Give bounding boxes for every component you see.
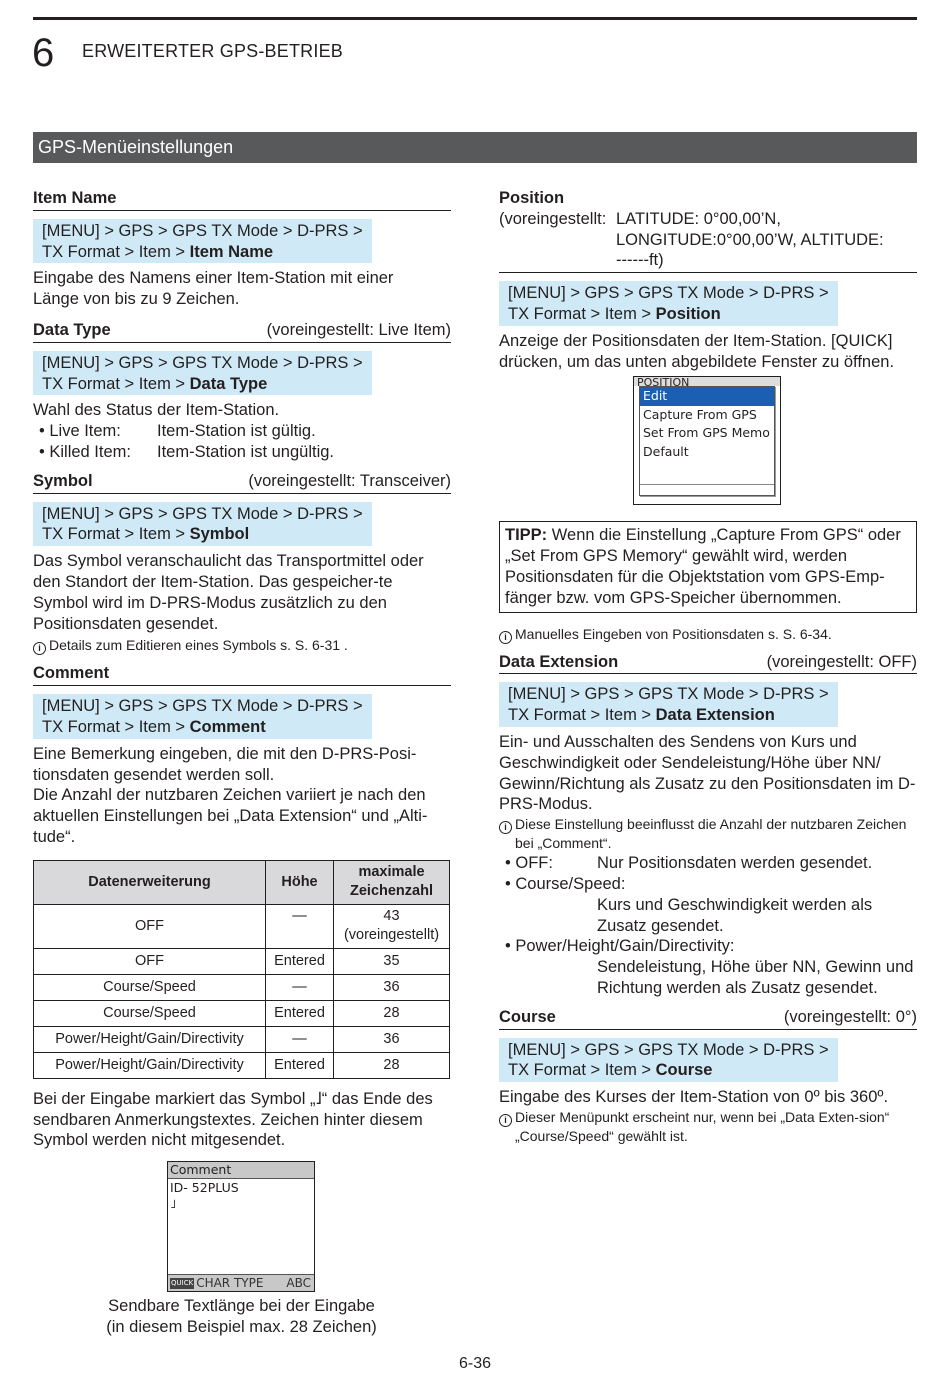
- right-column: [499, 188, 917, 1146]
- chapter-number: 6: [32, 31, 55, 75]
- data-type-title: Data Type: [33, 320, 111, 339]
- end-symbol: ˩: [315, 1089, 322, 1108]
- item-name-heading: [33, 188, 451, 211]
- data-type-option: • Killed Item: Item-Station ist ungültig.: [39, 442, 335, 461]
- symbol-note: i Details zum Editieren eines Symbols s. S. 6-31 .: [33, 636, 451, 655]
- course-title: Course: [499, 1007, 556, 1026]
- data-type-menu-path: [MENU] > GPS > GPS TX Mode > D-PRS > TX Format > Item > Data Type: [33, 351, 372, 396]
- table-row: OFF Entered 35: [34, 948, 450, 974]
- table-row: Course/Speed — 36: [34, 974, 450, 1000]
- symbol-default: (voreingestellt: Transceiver): [248, 471, 451, 490]
- comment-end-symbol-desc: Bei der Eingabe markiert das Symbol „˩“ das Ende des sendbaren Anmerkungstextes. Zeichen hinter diesem Symbol werden nicht mitgesendet.: [33, 1089, 433, 1150]
- chapter-title: ERWEITERTER GPS-BETRIEB: [82, 41, 343, 61]
- comment-desc-2: Die Anzahl der nutzbaren Zeichen variiert je nach den aktuellen Einstellungen bei „Data Extension“ und „Alti-tude“.: [33, 786, 428, 846]
- comment-screen-caption: Sendbare Textlänge bei der Eingabe (in diesem Beispiel max. 28 Zeichen): [106, 1297, 377, 1337]
- position-menu-path: [MENU] > GPS > GPS TX Mode > D-PRS > TX Format > Item > Position: [499, 281, 838, 326]
- data-extension-option: • Power/Height/Gain/Directivity: Sendeleistung, Höhe über NN, Gewinn und Richtung werden als Zusatz gesendet.: [505, 937, 914, 997]
- top-rule: [33, 17, 917, 20]
- menu-item-set-from-gps-memo[interactable]: Set From GPS Memo: [643, 425, 770, 441]
- data-extension-option: • OFF: Nur Positionsdaten werden gesendet.: [505, 854, 873, 873]
- info-icon: i: [499, 631, 512, 644]
- position-quick-menu: [639, 386, 775, 496]
- character-count-table: [33, 860, 450, 1079]
- comment-menu-path: [MENU] > GPS > GPS TX Mode > D-PRS > TX Format > Item > Comment: [33, 694, 372, 739]
- data-extension-desc: Ein- und Ausschalten des Sendens von Kurs und Geschwindigkeit oder Sendeleistung/Höhe über NN/ Gewinn/Richtung als Zusatz zu den Positionsdaten im D-PRS-Modus.: [499, 732, 916, 814]
- data-type-desc: Wahl des Status der Item-Station.: [33, 401, 280, 420]
- item-name-title: Item Name: [33, 189, 117, 207]
- table-row: Power/Height/Gain/Directivity — 36: [34, 1026, 450, 1052]
- course-default: (voreingestellt: 0°): [783, 1007, 917, 1026]
- table-header: Datenerweiterung: [34, 860, 266, 904]
- data-type-heading: [33, 320, 451, 343]
- left-column: [33, 188, 451, 1338]
- symbol-title: Symbol: [33, 471, 93, 490]
- table-header: Höhe: [266, 860, 334, 904]
- data-type-option: • Live Item: Item-Station ist gültig.: [39, 422, 316, 441]
- position-title: Position: [499, 189, 565, 207]
- menu-separator: [640, 484, 774, 485]
- quick-icon: QUICK: [171, 1278, 194, 1287]
- course-note: i Dieser Menüpunkt erscheint nur, wenn bei „Data Exten-sion“ „Course/Speed“ gewählt ist.: [499, 1108, 917, 1146]
- data-extension-menu-path: [MENU] > GPS > GPS TX Mode > D-PRS > TX Format > Item > Data Extension: [499, 682, 838, 727]
- menu-item-edit[interactable]: Edit: [640, 387, 774, 406]
- comment-screen: [167, 1161, 315, 1292]
- data-extension-title: Data Extension: [499, 652, 619, 671]
- item-name-menu-path: [MENU] > GPS > GPS TX Mode > D-PRS > TX Format > Item > Item Name: [33, 219, 372, 264]
- table-row: OFF — 43 (voreingestellt): [34, 904, 450, 948]
- table-row: Course/Speed Entered 28: [34, 1000, 450, 1026]
- comment-title: Comment: [33, 664, 110, 683]
- data-type-default: (voreingestellt: Live Item): [266, 320, 451, 339]
- table-header: maximale Zeichenzahl: [334, 860, 450, 904]
- menu-item-default[interactable]: Default: [643, 443, 689, 459]
- info-icon: i: [499, 821, 512, 834]
- data-extension-option: • Course/Speed: Kurs und Geschwindigkeit werden als Zusatz gesendet.: [505, 874, 873, 935]
- info-icon: i: [499, 1114, 512, 1127]
- data-extension-default: (voreingestellt: OFF): [766, 652, 917, 671]
- item-name-desc: Eingabe des Namens einer Item-Station mit einer Länge von bis zu 9 Zeichen.: [33, 269, 394, 309]
- tip-text: Wenn die Einstellung „Capture From GPS“ oder „Set From GPS Memory“ gewählt wird, werden Positionsdaten für die Objektstation vom GPS-Emp-fänger bzw. vom GPS-Speicher übernommen.: [505, 526, 901, 607]
- position-heading: Position (voreingestellt: LATITUDE: 0°00,00’N, LONGITUDE:0°00,00’W, ALTITUDE: ------ft): [499, 188, 917, 273]
- table-row: Power/Height/Gain/Directivity Entered 28: [34, 1052, 450, 1078]
- position-desc: Anzeige der Positionsdaten der Item-Station. [QUICK] drücken, um das unten abgebildete Fenster zu öffnen.: [499, 331, 895, 371]
- tip-box: [499, 521, 917, 612]
- comment-heading: [33, 663, 451, 686]
- comment-desc-1: Eine Bemerkung eingeben, die mit den D-PRS-Posi-tionsdaten gesendet werden soll.: [33, 744, 417, 784]
- page-number: 6-36: [458, 1355, 492, 1372]
- symbol-desc: Das Symbol veranschaulicht das Transportmittel oder den Standort der Item-Station. Das gespeicher-te Symbol wird im D-PRS-Modus zusätzlich zu den Positionsdaten gesendet.: [33, 552, 424, 633]
- position-screen-title: POSITION: [634, 377, 780, 386]
- section-title: GPS-Menüeinstellungen: [33, 132, 917, 163]
- course-heading: [499, 1007, 917, 1030]
- comment-screen-cursor: ˩: [170, 1196, 177, 1212]
- info-icon: i: [33, 642, 46, 655]
- position-screen: [633, 376, 781, 505]
- menu-item-capture-from-gps[interactable]: Capture From GPS: [643, 406, 757, 422]
- course-menu-path: [MENU] > GPS > GPS TX Mode > D-PRS > TX Format > Item > Course: [499, 1038, 838, 1083]
- position-note: i Manuelles Eingeben von Positionsdaten s. S. 6-34.: [499, 625, 917, 644]
- comment-screen-line: ID- 52PLUS: [170, 1180, 239, 1196]
- comment-screen-footer: QUICK CHAR TYPE ABC: [168, 1274, 314, 1291]
- course-desc: Eingabe des Kurses der Item-Station von 0º bis 360º.: [499, 1088, 889, 1107]
- data-extension-heading: [499, 652, 917, 675]
- symbol-menu-path: [MENU] > GPS > GPS TX Mode > D-PRS > TX Format > Item > Symbol: [33, 502, 372, 547]
- comment-screen-title: Comment: [168, 1162, 314, 1179]
- symbol-heading: [33, 471, 451, 494]
- tip-label: TIPP:: [505, 526, 548, 545]
- data-extension-note: i Diese Einstellung beeinflusst die Anzahl der nutzbaren Zeichen bei „Comment“.: [499, 815, 917, 853]
